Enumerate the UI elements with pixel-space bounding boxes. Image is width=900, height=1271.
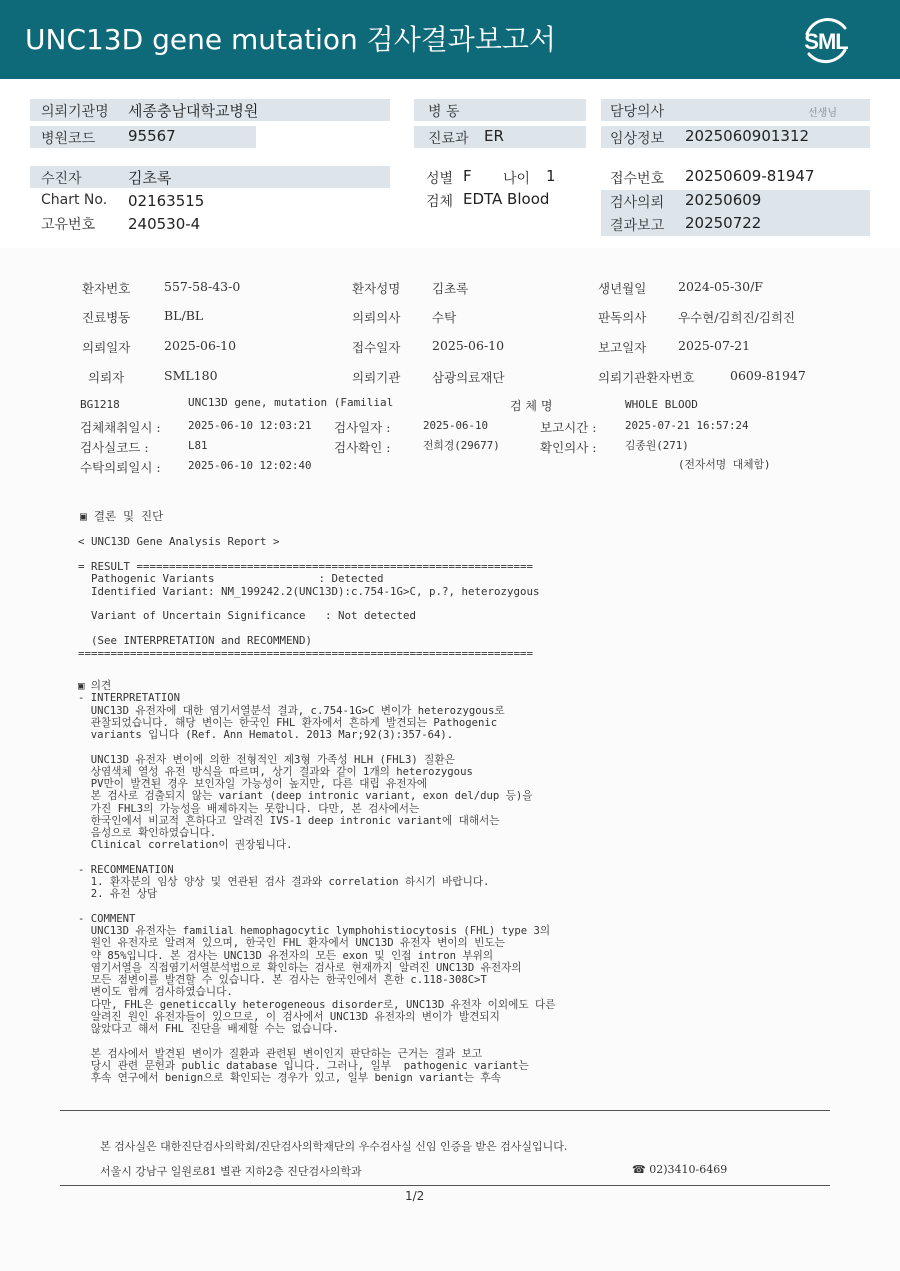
footer-address: 서울시 강남구 일원로81 별관 지하2층 진단검사의학과 (100, 1165, 362, 1178)
patient-no-value: 557-58-43-0 (164, 279, 241, 294)
report-date-value: 2025-07-21 (678, 338, 751, 353)
result-report-value: 20250722 (685, 214, 762, 232)
patient-name-value: 김초록 (432, 281, 469, 296)
clinical-info-value: 2025060901312 (685, 127, 810, 145)
report-title: UNC13D gene mutation 검사결과보고서 (25, 23, 556, 56)
verify-doctor-value: 김종원(271) (625, 439, 689, 452)
org-patient-no-value: 0609-81947 (730, 368, 806, 383)
footer-phone: ☎ 02)3410-6469 (632, 1163, 728, 1176)
request-doctor-label: 의뢰의사 (352, 310, 401, 325)
institution-label: 의뢰기관명 (41, 104, 109, 120)
report-time-value: 2025-07-21 16:57:24 (625, 419, 749, 432)
test-request-label: 검사의뢰 (610, 195, 665, 211)
confirm-value: 전희경(29677) (423, 439, 500, 452)
request-date-label: 의뢰일자 (82, 340, 131, 355)
sex-value: F (463, 167, 472, 185)
ward-row-label: 진료병동 (82, 310, 131, 325)
age-label: 나이 (503, 171, 531, 187)
age-value: 1 (546, 167, 556, 185)
hospital-code-value: 95567 (128, 127, 176, 145)
request-time-label: 수탁의뢰일시 : (80, 460, 161, 475)
specimen-name-value: WHOLE BLOOD (625, 398, 698, 411)
lab-code-value: L81 (188, 439, 208, 452)
result-report-label: 결과보고 (610, 218, 665, 234)
patient-no-label: 환자번호 (82, 281, 131, 296)
footer-divider-bottom (60, 1185, 830, 1186)
unique-no-label: 고유번호 (41, 217, 96, 233)
logo-text: SML (804, 29, 848, 54)
institution-value: 세종충남대학교병원 (128, 102, 259, 120)
specimen-label: 검체 (426, 194, 454, 210)
collect-time-value: 2025-06-10 12:03:21 (188, 419, 312, 432)
doctor-label: 담당의사 (610, 104, 665, 120)
reading-doctor-value: 우수현/김희진/김희진 (678, 310, 796, 325)
reading-doctor-label: 판독의사 (598, 310, 647, 325)
report-header (0, 0, 900, 79)
chart-no-value: 02163515 (128, 192, 205, 210)
opinion-block: ▣ 의견 - INTERPRETATION UNC13D 유전자에 대한 염기서열분석 결과, c.754-1G>C 변이가 heterozygous로 관찰되었습니다. 해당 변이는 한국인 FHL 환자에서 흔하게 발견되는 Pathogenic variants 입니다 (Ref. Ann Hematol. 2013 Mar;92(3):357-64). UNC13D 유전자 변이에 의한 전형적인 제3형 가족성 HLH (FHL3) 질환은 상염색체 열성 유전 방식을 따르며, 상기 결과와 같이 1개의 heterozygous PV만이 발견된 경우 보인자일 가능성이 높지만, 다른 대립 유전자에 본 검사로 검출되지 않는 variant (deep intronic variant, exon del/dup 등)을 가진 FHL3의 가능성을 배제하지는 못합니다. 다만, 본 검사에서는 한국인에서 비교적 흔하다고 알려진 IVS-1 deep intronic variant에 대해서는 음성으로 확인하였습니다. Clinical correlation이 권장됩니다. - RECOMMENATION 1. 환자분의 임상 양상 및 연관된 검사 결과와 correlation 하시기 바랍니다. 2. 유전 상담 - COMMENT UNC13D 유전자는 familial hemophagocytic lymphohistiocytosis (FHL) type 3의 원인 유전자로 알려져 있으며, 한국인 FHL 환자에서 UNC13D 유전자 변이의 빈도는 약 85%입니다. 본 검사는 UNC13D 유전자의 모든 exon 및 인접 intron 부위의 염기서열을 직접염기서열분석법으로 확인하는 검사로 현재까지 알려진 UNC13D 유전자의 모든 점변이를 발견할 수 있습니다. 본 검사는 한국인에서 흔한 c.118-308C>T 변이도 함께 검사하였습니다. 다만, FHL은 geneticcally heterogeneous disorder로, UNC13D 유전자 이외에도 다른 알려진 원인 유전자들이 있으므로, 이 검사에서 UNC13D 유전자의 변이가 발견되지 않았다고 해서 FHL 진단을 배제할 수는 없습니다. 본 검사에서 발견된 변이가 질환과 관련된 변이인지 판단하는 근거는 결과 보고 당시 관련 문헌과 public database 입니다. 그러나, 일부 pathogenic variant는 후속 연구에서 benign으로 확인되는 경우가 있고, 일부 benign variant는 후속 (78, 680, 556, 1084)
conclusion-heading: ▣ 결론 및 진단 (80, 509, 164, 523)
receipt-date-label: 접수일자 (352, 340, 401, 355)
clinical-info-label: 임상정보 (610, 131, 665, 147)
footer-certification: 본 검사실은 대한진단검사의학회/진단검사의학재단의 우수검사실 신임 인증을 받은 검사실입니다. (100, 1140, 568, 1153)
test-name: UNC13D gene, mutation (Familial (188, 396, 394, 409)
ward-label: 병 동 (428, 104, 460, 120)
birth-value: 2024-05-30/F (678, 279, 763, 294)
org-patient-no-label: 의뢰기관환자번호 (598, 370, 695, 385)
requester-label: 의뢰자 (88, 370, 125, 385)
department-value: ER (484, 127, 504, 145)
requester-value: SML180 (164, 368, 218, 383)
doctor-value: 선생님 (808, 108, 837, 119)
test-date-label: 검사일자 : (334, 420, 391, 435)
patient-label: 수진자 (41, 171, 82, 187)
hospital-code-label: 병원코드 (41, 131, 96, 147)
patient-band (30, 166, 390, 188)
sex-label: 성별 (426, 171, 454, 187)
request-org-value: 삼광의료재단 (432, 370, 505, 385)
ward-row-value: BL/BL (164, 308, 204, 323)
result-block: < UNC13D Gene Analysis Report > = RESULT ============================================================= Pathogenic Variants : Detected Identified Variant: NM_199242.2(UNC13D):c.754-1G>C, p.?, heterozygous Variant of Uncertain Significance : Not detected (See INTERPRETATION and RECOMMEND) ====================================================================== (78, 535, 540, 660)
test-code: BG1218 (80, 398, 120, 411)
signature-note: (전자서명 대체함) (678, 458, 771, 471)
request-date-value: 2025-06-10 (164, 338, 237, 353)
department-label: 진료과 (428, 131, 469, 147)
unique-no-value: 240530-4 (128, 215, 201, 233)
verify-doctor-label: 확인의사 : (540, 440, 597, 455)
receipt-date-value: 2025-06-10 (432, 338, 505, 353)
test-request-value: 20250609 (685, 191, 762, 209)
receipt-no-label: 접수번호 (610, 171, 665, 187)
collect-time-label: 검체채취일시 : (80, 420, 161, 435)
specimen-name-label: 검 체 명 (510, 399, 553, 413)
specimen-value: EDTA Blood (463, 190, 550, 208)
sml-logo (797, 12, 855, 68)
footer-divider-top (60, 1110, 830, 1111)
page-number: 1/2 (405, 1189, 425, 1203)
lab-code-label: 검사실코드 : (80, 440, 149, 455)
receipt-no-value: 20250609-81947 (685, 167, 815, 185)
test-date-value: 2025-06-10 (423, 419, 489, 432)
request-doctor-value: 수탁 (432, 310, 457, 325)
report-time-label: 보고시간 : (540, 420, 597, 435)
birth-label: 생년월일 (598, 281, 647, 296)
report-date-label: 보고일자 (598, 340, 647, 355)
request-org-label: 의뢰기관 (352, 370, 401, 385)
chart-no-label: Chart No. (41, 192, 108, 208)
request-time-value: 2025-06-10 12:02:40 (188, 459, 312, 472)
patient-value: 김초록 (128, 169, 172, 187)
patient-name-label: 환자성명 (352, 281, 401, 296)
confirm-label: 검사확인 : (334, 440, 391, 455)
